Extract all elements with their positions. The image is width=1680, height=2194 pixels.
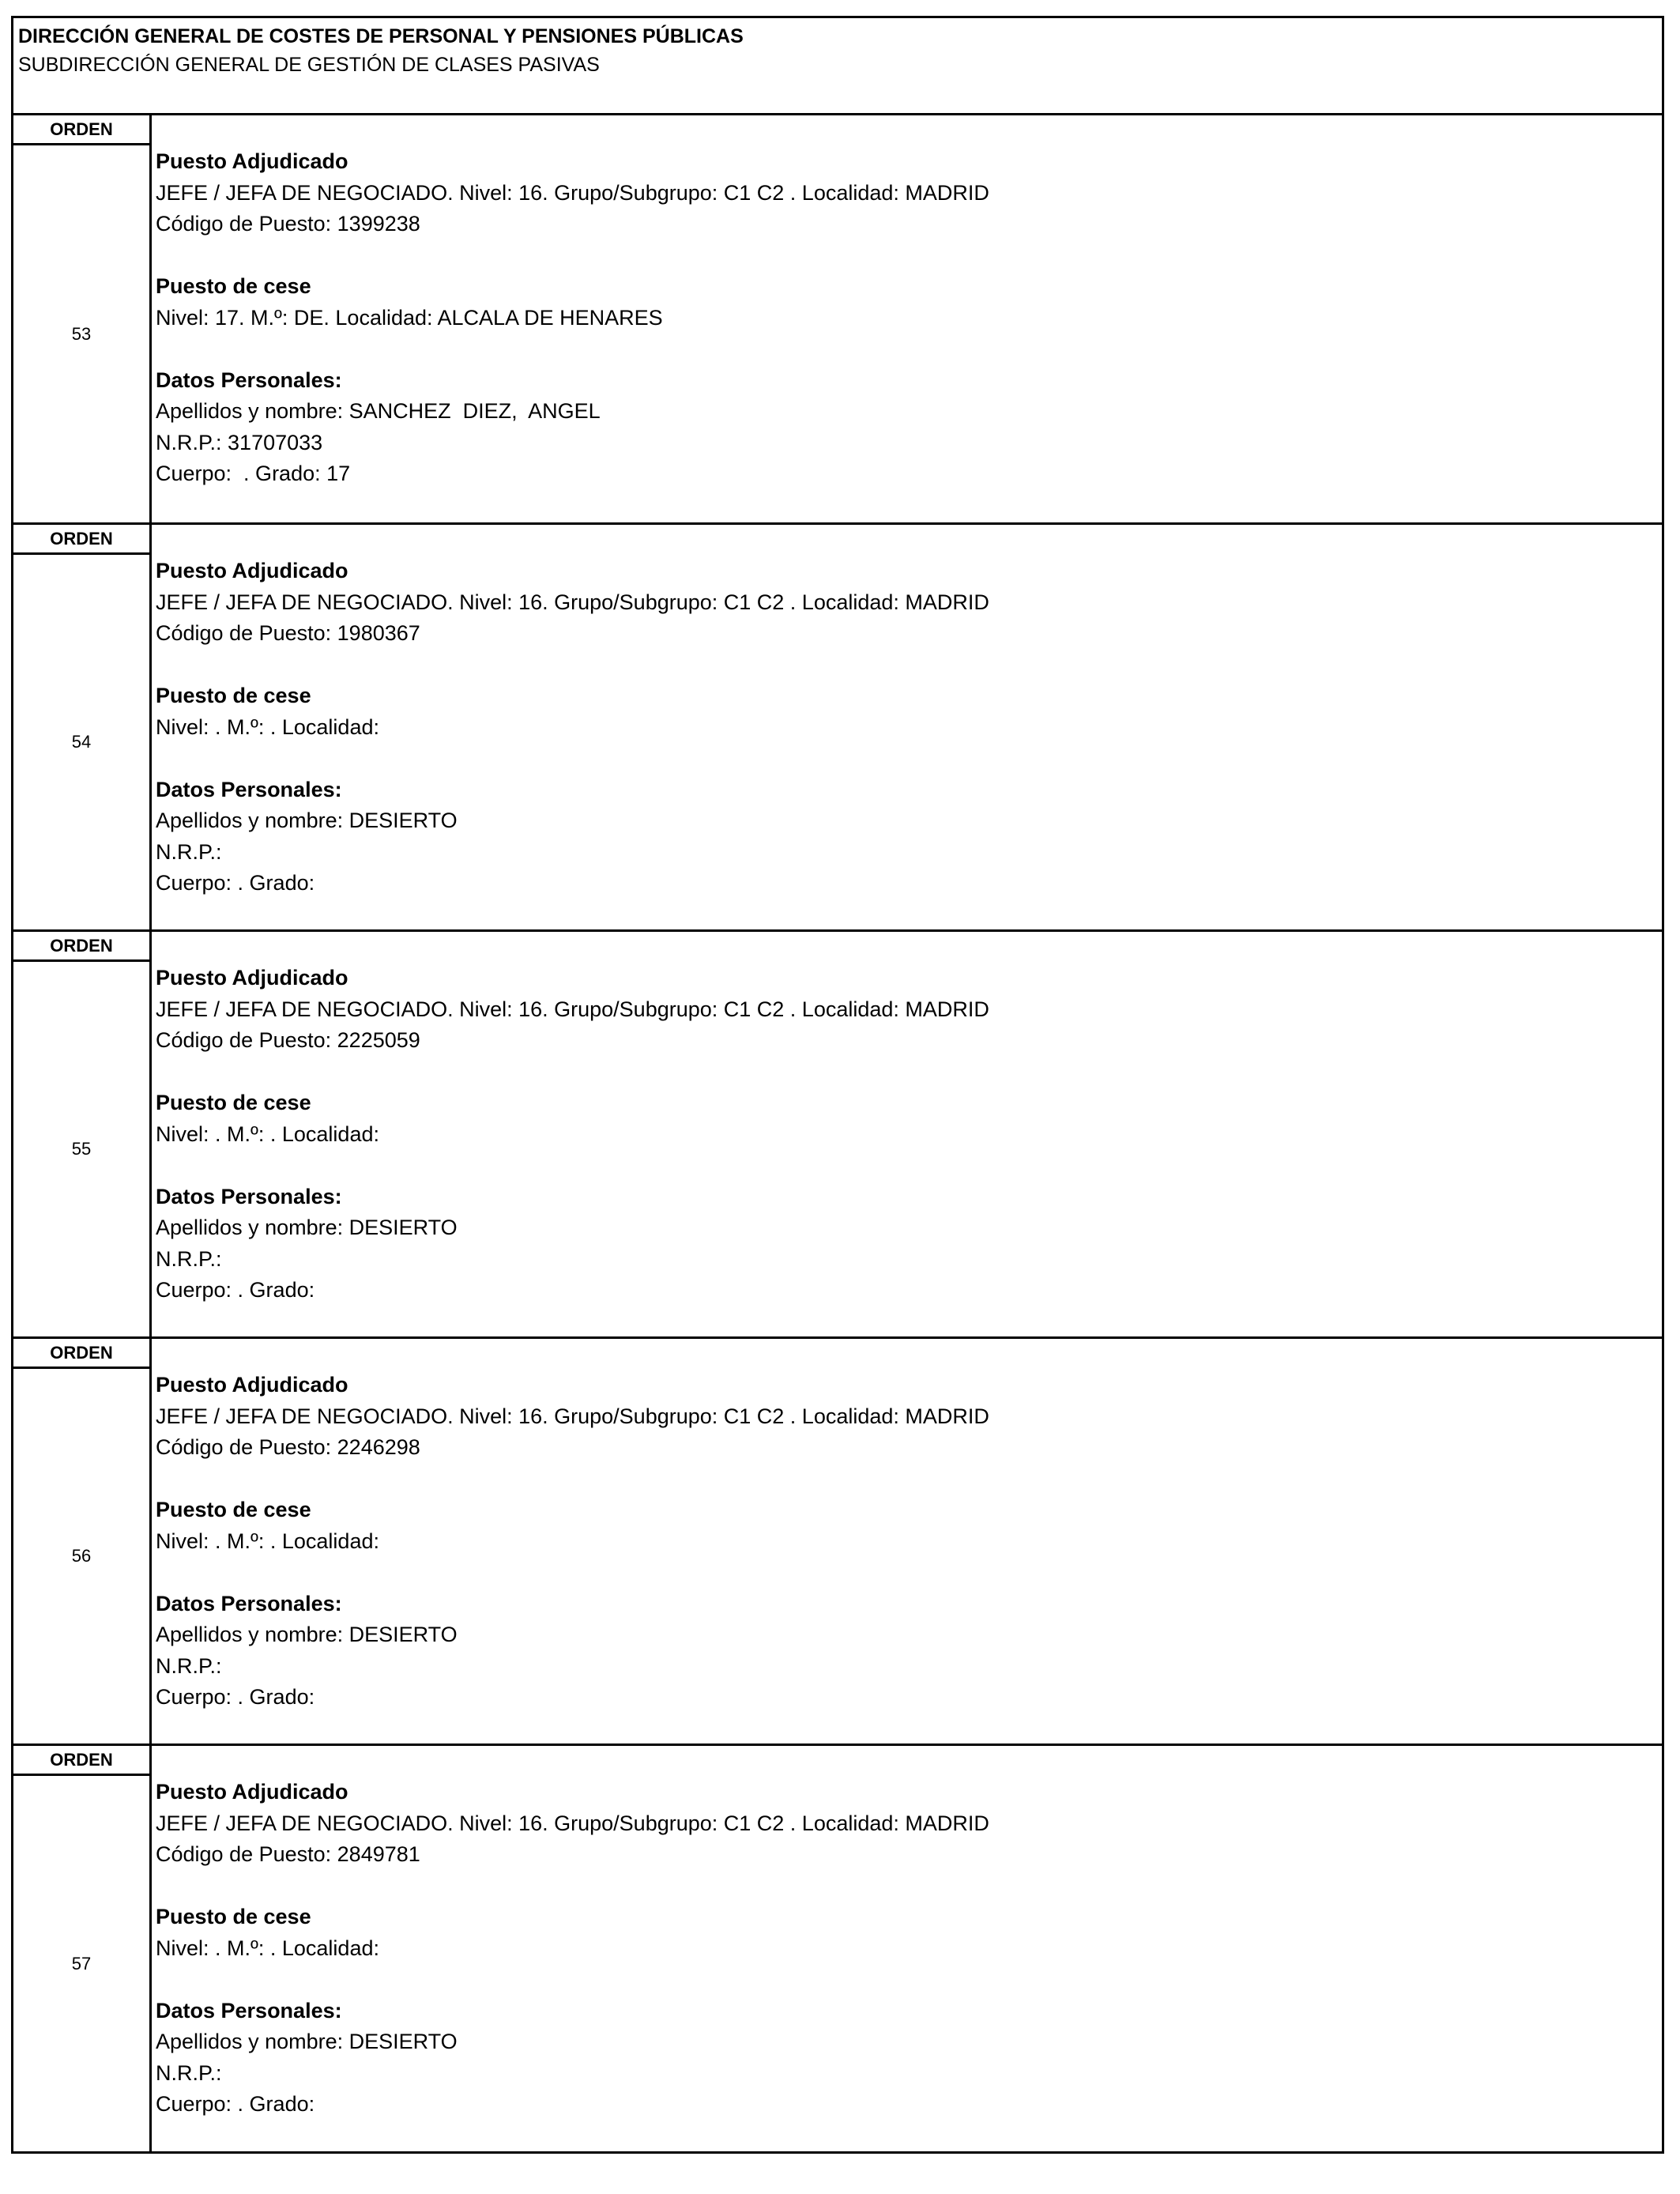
cuerpo-grado: Cuerpo: . Grado: — [156, 2092, 315, 2116]
codigo-puesto: Código de Puesto: 2225059 — [156, 1028, 420, 1052]
puesto-adjudicado-heading: Puesto Adjudicado — [156, 1780, 348, 1804]
order-label: ORDEN — [13, 525, 149, 555]
entry-row — [13, 115, 1662, 522]
puesto-cese-heading: Puesto de cese — [156, 1905, 311, 1928]
apellidos-nombre: Apellidos y nombre: SANCHEZ DIEZ, ANGEL — [156, 399, 601, 423]
puesto-adjudicado-description: JEFE / JEFA DE NEGOCIADO. Nivel: 16. Grupo/Subgrupo: C1 C2 . Localidad: MADRID — [156, 590, 989, 614]
order-number: 53 — [71, 323, 92, 344]
nrp: N.R.P.: — [156, 1246, 222, 1271]
order-label: ORDEN — [13, 115, 149, 145]
order-number: 54 — [71, 732, 92, 752]
puesto-cese-heading: Puesto de cese — [156, 274, 311, 298]
puesto-cese-description: Nivel: 17. M.º: DE. Localidad: ALCALA DE HENARES — [156, 305, 663, 330]
order-column — [13, 1339, 152, 1744]
cuerpo-grado: Cuerpo: . Grado: 17 — [156, 462, 351, 485]
entry-row — [13, 1336, 1662, 1744]
order-label: ORDEN — [13, 1746, 149, 1776]
nrp: N.R.P.: — [156, 1653, 222, 1678]
order-column — [13, 115, 152, 522]
codigo-puesto: Código de Puesto: 2849781 — [156, 1842, 420, 1866]
order-label: ORDEN — [13, 1339, 149, 1369]
document-table — [11, 16, 1664, 2154]
datos-personales-heading: Datos Personales: — [156, 1184, 342, 1208]
puesto-adjudicado-description: JEFE / JEFA DE NEGOCIADO. Nivel: 16. Grupo/Subgrupo: C1 C2 . Localidad: MADRID — [156, 997, 989, 1021]
entry-row — [13, 929, 1662, 1336]
order-number: 57 — [71, 1953, 92, 1973]
datos-personales-heading: Datos Personales: — [156, 777, 342, 801]
codigo-puesto: Código de Puesto: 1980367 — [156, 621, 420, 645]
order-label: ORDEN — [13, 932, 149, 962]
nrp: N.R.P.: — [156, 2060, 222, 2085]
puesto-adjudicado-heading: Puesto Adjudicado — [156, 149, 348, 173]
order-column — [13, 1746, 152, 2151]
entry-details — [152, 1746, 1662, 2151]
codigo-puesto: Código de Puesto: 2246298 — [156, 1435, 420, 1459]
order-column — [13, 932, 152, 1336]
puesto-cese-heading: Puesto de cese — [156, 1091, 311, 1114]
puesto-adjudicado-description: JEFE / JEFA DE NEGOCIADO. Nivel: 16. Grupo/Subgrupo: C1 C2 . Localidad: MADRID — [156, 180, 989, 205]
datos-personales-heading: Datos Personales: — [156, 1998, 342, 2022]
datos-personales-heading: Datos Personales: — [156, 1591, 342, 1615]
puesto-adjudicado-heading: Puesto Adjudicado — [156, 1373, 348, 1397]
codigo-puesto: Código de Puesto: 1399238 — [156, 212, 420, 236]
entry-details — [152, 932, 1662, 1336]
header-subtitle: SUBDIRECCIÓN GENERAL DE GESTIÓN DE CLASES PASIVAS — [18, 54, 600, 76]
puesto-cese-description: Nivel: . M.º: . Localidad: — [156, 714, 379, 739]
order-number: 56 — [71, 1546, 92, 1566]
entry-details — [152, 525, 1662, 929]
puesto-cese-description: Nivel: . M.º: . Localidad: — [156, 1936, 379, 1960]
datos-personales-heading: Datos Personales: — [156, 368, 342, 392]
apellidos-nombre: Apellidos y nombre: DESIERTO — [156, 809, 458, 832]
nrp: N.R.P.: — [156, 839, 222, 864]
puesto-cese-heading: Puesto de cese — [156, 1498, 311, 1521]
cuerpo-grado: Cuerpo: . Grado: — [156, 1685, 315, 1709]
puesto-adjudicado-description: JEFE / JEFA DE NEGOCIADO. Nivel: 16. Grupo/Subgrupo: C1 C2 . Localidad: MADRID — [156, 1811, 989, 1835]
document-header — [13, 18, 1662, 115]
entry-row — [13, 522, 1662, 929]
entry-row — [13, 1744, 1662, 2151]
puesto-cese-description: Nivel: . M.º: . Localidad: — [156, 1122, 379, 1146]
puesto-cese-heading: Puesto de cese — [156, 684, 311, 707]
puesto-adjudicado-heading: Puesto Adjudicado — [156, 966, 348, 990]
apellidos-nombre: Apellidos y nombre: DESIERTO — [156, 1623, 458, 1646]
entry-details — [152, 1339, 1662, 1744]
apellidos-nombre: Apellidos y nombre: DESIERTO — [156, 2030, 458, 2053]
order-column — [13, 525, 152, 929]
header-title: DIRECCIÓN GENERAL DE COSTES DE PERSONAL Y PENSIONES PÚBLICAS — [18, 25, 744, 47]
entry-details — [152, 115, 1662, 522]
order-number: 55 — [71, 1139, 92, 1159]
nrp: N.R.P.: 31707033 — [156, 430, 323, 454]
cuerpo-grado: Cuerpo: . Grado: — [156, 871, 315, 895]
puesto-adjudicado-heading: Puesto Adjudicado — [156, 559, 348, 582]
puesto-cese-description: Nivel: . M.º: . Localidad: — [156, 1529, 379, 1553]
apellidos-nombre: Apellidos y nombre: DESIERTO — [156, 1216, 458, 1239]
puesto-adjudicado-description: JEFE / JEFA DE NEGOCIADO. Nivel: 16. Grupo/Subgrupo: C1 C2 . Localidad: MADRID — [156, 1404, 989, 1428]
cuerpo-grado: Cuerpo: . Grado: — [156, 1278, 315, 1302]
